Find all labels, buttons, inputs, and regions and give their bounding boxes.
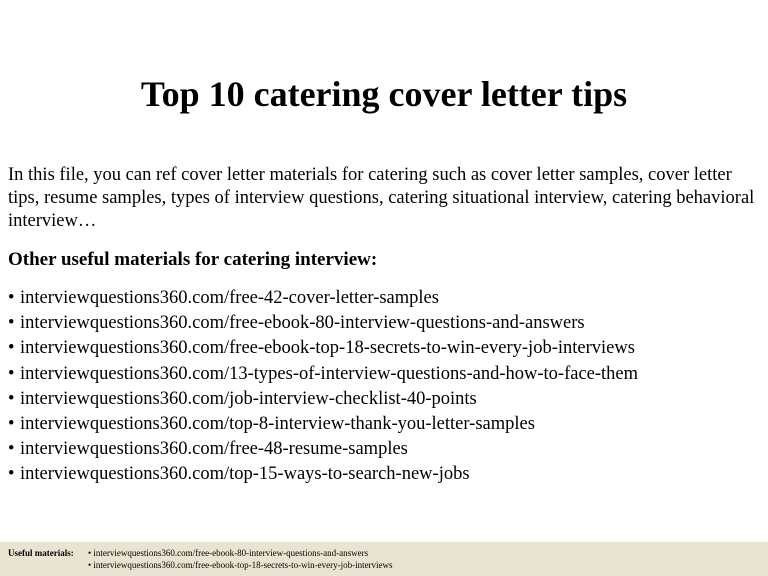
list-item [8, 387, 764, 412]
intro-paragraph: In this file, you can ref cover letter materials for catering such as cover letter samples, cover letter tips, resume samples, types of interview questions, catering situational interview, catering behavioral interview… [8, 165, 755, 231]
bullet-icon: • [8, 414, 15, 435]
bullet-icon: • [8, 338, 15, 359]
list-item [8, 412, 764, 437]
material-link[interactable]: interviewquestions360.com/free-48-resume-samples [20, 439, 408, 460]
bullet-icon: • [8, 313, 15, 334]
material-link[interactable]: interviewquestions360.com/free-ebook-80-interview-questions-and-answers [20, 313, 585, 334]
bullet-icon: • [8, 464, 15, 485]
material-link[interactable]: interviewquestions360.com/top-8-interview-thank-you-letter-samples [20, 414, 535, 435]
list-item [8, 311, 764, 336]
material-link[interactable]: interviewquestions360.com/free-ebook-top-18-secrets-to-win-every-job-interviews [20, 338, 635, 359]
list-item [88, 547, 393, 559]
other-materials-heading: Other useful materials for catering interview: [8, 249, 378, 270]
list-item [8, 286, 764, 311]
list-item [8, 362, 764, 387]
material-link[interactable]: interviewquestions360.com/free-42-cover-letter-samples [20, 288, 439, 308]
bullet-icon: • [8, 288, 15, 308]
material-link[interactable]: interviewquestions360.com/top-15-ways-to-search-new-jobs [20, 464, 470, 485]
footer-link-list [88, 547, 393, 571]
bullet-icon: • [8, 439, 15, 460]
bullet-icon: • [8, 363, 15, 384]
materials-link-list [8, 286, 764, 488]
list-item [8, 462, 764, 487]
bullet-icon: • [88, 560, 92, 570]
material-link[interactable]: interviewquestions360.com/job-interview-checklist-40-points [20, 388, 477, 409]
bullet-icon: • [88, 548, 92, 558]
bullet-icon: • [8, 388, 15, 409]
list-item [8, 336, 764, 361]
footer-label: Useful materials: [8, 548, 74, 558]
slide-title: Top 10 catering cover letter tips [140, 74, 628, 114]
footer-link[interactable]: interviewquestions360.com/free-ebook-80-interview-questions-and-answers [93, 548, 369, 558]
useful-materials-footer [0, 542, 768, 576]
footer-label-text: Useful materials [8, 548, 71, 558]
material-link[interactable]: interviewquestions360.com/13-types-of-interview-questions-and-how-to-face-them [20, 363, 639, 384]
list-item [88, 559, 393, 571]
list-item [8, 437, 764, 462]
footer-link[interactable]: interviewquestions360.com/free-ebook-top-18-secrets-to-win-every-job-interviews [93, 560, 393, 570]
